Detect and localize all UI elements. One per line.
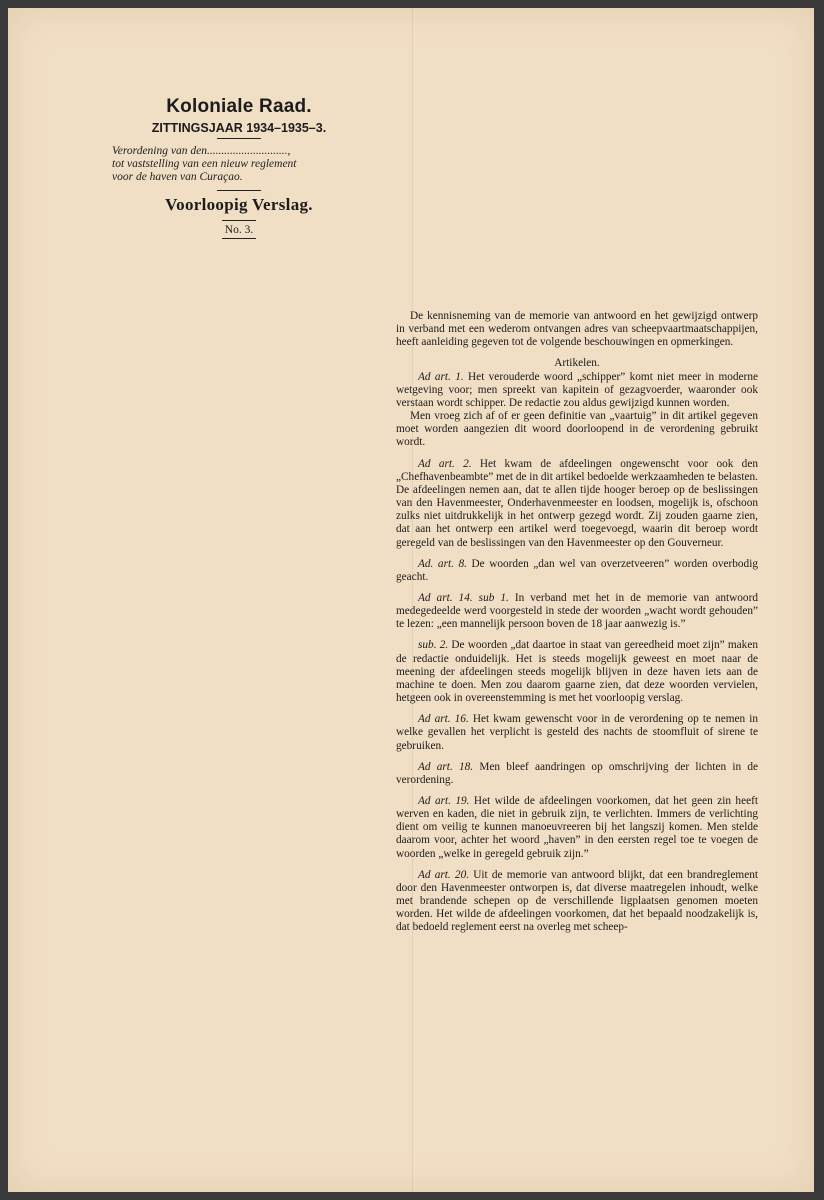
ordinance-line: voor de haven van Curaçao. <box>112 171 243 183</box>
article-text: Het kwam gewenscht voor in de verordening op te nemen in welke gevallen het verplicht is gesteld des nachts de stoomfluit of sirene te gebruiken. <box>396 713 758 752</box>
article-text: Het wilde de afdeelingen voorkomen, dat het geen zin heeft werven en kaden, die niet in gebruik zijn, te verlichten. Immers de verlichting dient om veilig te kunnen manoeuvreeren bij het langszij komen. Men stelde daarom voor, achter het woord „haven” in den eersten regel toe te voegen de woorden „welke in geregeld gebruik zijn.” <box>396 795 759 860</box>
article-label: Ad art. 14. sub 1. <box>418 591 509 604</box>
divider <box>222 238 256 239</box>
article-16 <box>396 713 758 752</box>
divider <box>217 138 261 139</box>
ordinance-line: tot vaststelling van een nieuw reglement <box>112 158 297 170</box>
ordinance-description <box>108 145 370 184</box>
article-8 <box>396 558 758 584</box>
article-text: Men vroeg zich af of er geen definitie van „vaartuig” in dit artikel gegeven moet worden aangezien dit woord doorloopend in de verordening gebruikt wordt. <box>396 410 758 449</box>
article-text: Men bleef aandringen op omschrijving der lichten in de verordening. <box>396 760 759 786</box>
report-title: Voorloopig Verslag. <box>165 195 313 214</box>
article-label: Ad. art. 8. <box>418 557 467 570</box>
council-title: Koloniale Raad. <box>166 96 312 117</box>
intro-paragraph: De kennisneming van de memorie van antwoord en het gewijzigd ontwerp in verband met een wederom ontvangen adres van scheepvaartmaatschappijen, heeft aanleiding gegeven tot de volgende beschouwingen en opmerkingen. <box>396 310 758 349</box>
report-body <box>396 310 758 943</box>
article-text: De woorden „dan wel van overzetveeren” worden overbodig geacht. <box>396 557 758 583</box>
article-text: Het verouderde woord „schipper” komt niet meer in moderne wetgeving voor; men spreekt van kapitein of gezagvoerder, waaronder ook verstaan wordt schipper. De redactie zou aldus gewijzigd kunnen worden. <box>396 370 758 409</box>
session-year: ZITTINGSJAAR 1934–1935–3. <box>151 121 327 135</box>
divider <box>222 220 256 221</box>
section-heading: Artikelen. <box>554 357 600 370</box>
article-text: Het kwam de afdeelingen ongewenscht voor ook den „Chefhavenbeambte” met de in dit artikel bedoelde werkzaamheden te belasten. <box>396 457 758 483</box>
article-1 <box>396 371 758 450</box>
article-text: Uit de memorie van antwoord blijkt, dat een brandreglement door den Havenmeester ontworpen is, dat diverse maatregelen inhoudt, welke met brandende schepen op de verschillende ligplaatsen genomen moeten worden. Het wilde de afdeelingen voorkomen, dat het bepaald noodzakelijk is, dat bedoeld reglement eerst na overleg met scheep- <box>396 868 759 934</box>
ordinance-line: Verordening van den............................, <box>112 145 291 157</box>
article-18 <box>396 761 758 787</box>
article-label: Ad art. 19. <box>418 795 470 807</box>
article-14 <box>396 592 758 631</box>
divider <box>217 190 261 191</box>
article-label: Ad art. 16. <box>418 713 469 726</box>
article-14-sub-2 <box>396 639 758 705</box>
article-label: Ad art. 20. <box>418 868 470 881</box>
article-2 <box>396 458 758 550</box>
article-label: Ad art. 1. <box>418 370 464 383</box>
article-text: In verband met het in de memorie van antwoord medegedeelde werd voorgesteld in stede der woorden „wacht wordt gehouden” te lezen: „een mannelijk persoon boven de 18 jaar aanwezig is.” <box>396 591 758 631</box>
article-20 <box>396 869 758 935</box>
article-text: De woorden „dat daartoe in staat van gereedheid moet zijn” maken de redactie onduidelijk. Het is steeds mogelijk geweest en moet naar de meening der afdeelingen steeds mogelijk blijven in deze haven iets aan de machine te doen. Men zou daarom gaarne zien, dat deze woorden vervielen, hetgeen ook in overeenstemming is met het voorloopig verslag. <box>396 639 758 705</box>
document-header <box>108 96 370 245</box>
document-page <box>8 8 814 1192</box>
article-label: sub. 2. <box>418 639 449 652</box>
article-label: Ad art. 2. <box>418 457 472 470</box>
article-19 <box>396 795 758 861</box>
article-text: De afdeelingen nemen aan, dat te allen tijde hooger beroep op de beslissingen van den Havenmeester, Onderhavenmeester en loodsen, mogelijk is, ofschoon zulks niet uitdrukkelijk in het ontwerp gezegd wordt. Zij zouden gaarne zien, dat aan het ontwerp een artikel werd toegevoegd, waarin dit beroep wordt geregeld van de beslissingen van den Havenmeester op den Gouverneur. <box>396 483 758 549</box>
report-number: No. 3. <box>224 224 254 236</box>
article-label: Ad art. 18. <box>418 760 474 773</box>
